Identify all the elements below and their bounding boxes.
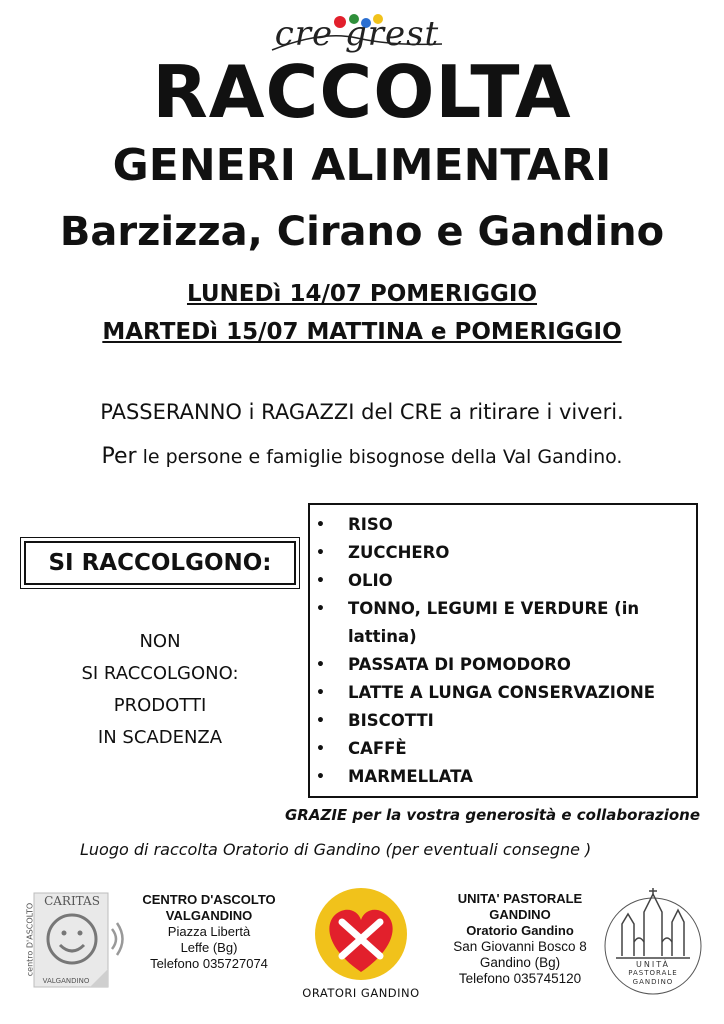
oratori-gandino-label: ORATORI GANDINO bbox=[302, 986, 420, 1000]
intro-line-2-lead: Per bbox=[101, 444, 137, 469]
unita-logo-line-1: UNITÀ bbox=[636, 960, 670, 969]
caritas-name-1: CENTRO D'ASCOLTO bbox=[142, 892, 276, 907]
list-item: • PASSATA DI POMODORO bbox=[348, 651, 688, 679]
page-title: RACCOLTA bbox=[152, 50, 572, 134]
list-item: • TONNO, LEGUMI E VERDURE (in lattina) bbox=[348, 595, 688, 651]
list-item: • CAFFÈ bbox=[348, 735, 688, 763]
unita-address-1: San Giovanni Bosco 8 bbox=[453, 939, 587, 954]
list-item: • MARMELLATA bbox=[348, 763, 688, 791]
not-collected-line-3: PRODOTTI bbox=[113, 695, 207, 716]
collection-location: Luogo di raccolta Oratorio di Gandino (per eventuali consegne ) bbox=[80, 840, 592, 859]
collect-label: SI RACCOLGONO: bbox=[48, 550, 272, 576]
places-heading: Barzizza, Cirano e Gandino bbox=[59, 209, 665, 255]
intro-line-2-rest: le persone e famiglie bisognose della Val Gandino. bbox=[136, 446, 623, 468]
not-collected-line-4: IN SCADENZA bbox=[97, 727, 223, 748]
list-item: • LATTE A LUNGA CONSERVAZIONE bbox=[348, 679, 688, 707]
unita-phone: Telefono 035745120 bbox=[458, 971, 582, 986]
caritas-logo-top: CARITAS bbox=[44, 894, 100, 908]
list-item: • BISCOTTI bbox=[348, 707, 688, 735]
oratori-gandino-logo bbox=[306, 884, 416, 1002]
thanks-note bbox=[285, 806, 700, 824]
unita-logo-line-2: PASTORALE bbox=[628, 969, 678, 977]
caritas-address-2: Leffe (Bg) bbox=[180, 940, 238, 955]
date-monday: LUNEDì 14/07 POMERIGGIO bbox=[186, 281, 538, 307]
unita-address-2: Gandino (Bg) bbox=[479, 955, 561, 970]
page-subtitle: GENERI ALIMENTARI bbox=[112, 140, 612, 191]
collect-label-box bbox=[24, 541, 296, 585]
unita-logo-line-3: GANDINO bbox=[632, 978, 674, 986]
thanks-rest: per la vostra generosità e collaborazione bbox=[347, 806, 700, 824]
intro-line-1: PASSERANNO i RAGAZZI del CRE a ritirare i viveri. bbox=[100, 400, 624, 424]
list-item: • ZUCCHERO bbox=[348, 539, 688, 567]
unita-name-2: GANDINO bbox=[489, 907, 551, 922]
intro-line-2 bbox=[0, 442, 724, 472]
not-collected-line-2: SI RACCOLGONO: bbox=[81, 663, 239, 684]
caritas-contact bbox=[126, 892, 292, 972]
unita-pastorale-logo bbox=[600, 884, 706, 1000]
list-item: • RISO bbox=[348, 511, 688, 539]
caritas-phone: Telefono 035727074 bbox=[150, 956, 268, 971]
heart-seal-icon bbox=[306, 884, 416, 988]
not-collected-note bbox=[40, 626, 280, 754]
collected-items-box bbox=[308, 503, 698, 798]
caritas-logo bbox=[20, 891, 126, 991]
logo-text: cre grest bbox=[274, 14, 440, 54]
caritas-address-1: Piazza Libertà bbox=[167, 924, 251, 939]
unita-name-3: Oratorio Gandino bbox=[466, 923, 574, 938]
list-item: • OLIO bbox=[348, 567, 688, 595]
thanks-lead: GRAZIE bbox=[285, 806, 348, 824]
caritas-logo-side: centro D'ASCOLTO bbox=[25, 902, 35, 977]
date-tuesday: MARTEDì 15/07 MATTINA e POMERIGGIO bbox=[102, 319, 622, 345]
caritas-name-2: VALGANDINO bbox=[165, 908, 253, 923]
caritas-logo-bottom: VALGANDINO bbox=[42, 977, 90, 985]
unita-name-1: UNITA' PASTORALE bbox=[457, 891, 583, 906]
collected-items-list bbox=[310, 505, 696, 791]
unita-pastorale-contact bbox=[432, 891, 608, 987]
not-collected-line-1: NON bbox=[139, 631, 181, 652]
